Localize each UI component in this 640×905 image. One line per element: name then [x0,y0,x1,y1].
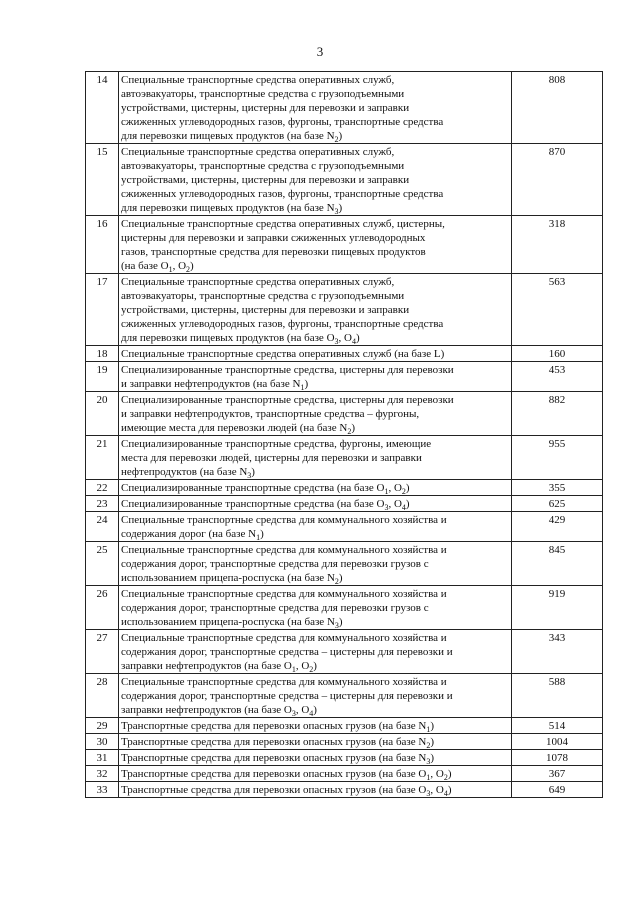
vehicle-category-table [85,71,603,798]
row-value: 1078 [512,750,603,766]
table-row [86,766,603,782]
description-line: Транспортные средства для перевозки опасных грузов (на базе $N_2$) [121,736,435,751]
row-description [119,72,512,144]
row-value: 1004 [512,734,603,750]
description-line: автоэвакуаторы, транспортные средства с грузоподъемными [121,160,405,172]
table-row [86,72,603,144]
description-line: Специальные транспортные средства для коммунального хозяйства и [121,676,447,688]
table-row [86,346,603,362]
description-line: места для перевозки людей, цистерны для перевозки и заправки [121,452,422,464]
row-description [119,750,512,766]
row-number: 16 [86,216,119,274]
description-line: автоэвакуаторы, транспортные средства с грузоподъемными [121,290,405,302]
row-value: 514 [512,718,603,734]
description-line: содержания дорог (на базе $N_1$) [121,528,264,543]
description-line: устройствами, цистерны, цистерны для перевозки и заправки [121,174,410,186]
row-description [119,674,512,718]
description-line: сжиженных углеводородных газов, фургоны, транспортные средства [121,116,444,128]
description-line: устройствами, цистерны, цистерны для перевозки и заправки [121,304,410,316]
row-number: 19 [86,362,119,392]
row-number: 27 [86,630,119,674]
row-number: 33 [86,782,119,798]
table-row [86,216,603,274]
description-line: Специальные транспортные средства для коммунального хозяйства и [121,632,447,644]
row-value: 955 [512,436,603,480]
description-line: Специализированные транспортные средства (на базе $O_1$, $O_2$) [121,482,410,497]
row-number: 17 [86,274,119,346]
table-row [86,782,603,798]
row-number: 31 [86,750,119,766]
row-value: 919 [512,586,603,630]
row-value: 563 [512,274,603,346]
table-row [86,734,603,750]
row-value: 845 [512,542,603,586]
description-line: устройствами, цистерны, цистерны для перевозки и заправки [121,102,410,114]
row-number: 18 [86,346,119,362]
row-description [119,392,512,436]
description-line: и заправки нефтепродуктов (на базе $N_1$) [121,378,309,393]
row-value: 870 [512,144,603,216]
row-number: 14 [86,72,119,144]
description-line: Специализированные транспортные средства, цистерны для перевозки [121,364,454,376]
table-row [86,750,603,766]
description-line: Специальные транспортные средства для коммунального хозяйства и [121,544,447,556]
row-description [119,362,512,392]
row-description [119,480,512,496]
description-line: использованием прицепа-роспуска (на базе $N_2$) [121,572,343,587]
row-number: 23 [86,496,119,512]
row-description [119,586,512,630]
row-value: 343 [512,630,603,674]
row-description [119,144,512,216]
row-number: 30 [86,734,119,750]
description-line: нефтепродуктов (на базе $N_3$) [121,466,255,481]
description-line: Транспортные средства для перевозки опасных грузов (на базе $O_1$, $O_2$) [121,768,452,783]
table-row [86,718,603,734]
row-number: 21 [86,436,119,480]
table-row [86,362,603,392]
table-row [86,392,603,436]
row-number: 22 [86,480,119,496]
description-line: Специальные транспортные средства оперативных служб (на базе L) [121,348,445,360]
description-line: и заправки нефтепродуктов, транспортные средства – фургоны, [121,408,420,420]
table-row [86,542,603,586]
row-number: 24 [86,512,119,542]
description-line: цистерны для перевозки и заправки сжиженных углеводородных [121,232,426,244]
description-line: газов, транспортные средства для перевозки пищевых продуктов [121,246,426,258]
row-description [119,512,512,542]
description-line: сжиженных углеводородных газов, фургоны, транспортные средства [121,318,444,330]
table-row [86,512,603,542]
description-line: Транспортные средства для перевозки опасных грузов (на базе $N_1$) [121,720,435,735]
description-line: Специализированные транспортные средства, цистерны для перевозки [121,394,454,406]
description-line: содержания дорог, транспортные средства для перевозки грузов с [121,602,429,614]
row-value: 649 [512,782,603,798]
row-description [119,542,512,586]
description-line: заправки нефтепродуктов (на базе $O_1$, $O_2$) [121,660,317,675]
row-description [119,496,512,512]
row-number: 26 [86,586,119,630]
description-line: для перевозки пищевых продуктов (на базе $N_2$) [121,130,343,145]
description-line: автоэвакуаторы, транспортные средства с грузоподъемными [121,88,405,100]
description-line: Специализированные транспортные средства, фургоны, имеющие [121,438,432,450]
row-description [119,630,512,674]
row-description [119,766,512,782]
row-value: 882 [512,392,603,436]
row-value: 355 [512,480,603,496]
row-description [119,274,512,346]
description-line: Специальные транспортные средства оперативных служб, [121,146,395,158]
description-line: Транспортные средства для перевозки опасных грузов (на базе $N_3$) [121,752,435,767]
row-description [119,734,512,750]
row-value: 588 [512,674,603,718]
table-body [86,72,603,798]
row-value: 367 [512,766,603,782]
description-line: (на базе $O_1$, $O_2$) [121,260,194,275]
description-line: содержания дорог, транспортные средства для перевозки грузов с [121,558,429,570]
row-value: 808 [512,72,603,144]
row-description [119,782,512,798]
row-value: 453 [512,362,603,392]
description-line: Специальные транспортные средства оперативных служб, цистерны, [121,218,445,230]
table-row [86,274,603,346]
row-description [119,436,512,480]
description-line: содержания дорог, транспортные средства – цистерны для перевозки и [121,646,453,658]
row-value: 160 [512,346,603,362]
description-line: сжиженных углеводородных газов, фургоны, транспортные средства [121,188,444,200]
table-row [86,144,603,216]
table-row [86,630,603,674]
description-line: Транспортные средства для перевозки опасных грузов (на базе $O_3$, $O_4$) [121,784,452,799]
description-line: Специальные транспортные средства для коммунального хозяйства и [121,588,447,600]
description-line: заправки нефтепродуктов (на базе $O_3$, $O_4$) [121,704,317,719]
row-value: 318 [512,216,603,274]
description-line: для перевозки пищевых продуктов (на базе $N_3$) [121,202,343,217]
table-row [86,586,603,630]
row-number: 25 [86,542,119,586]
row-value: 625 [512,496,603,512]
row-description [119,216,512,274]
row-number: 28 [86,674,119,718]
description-line: содержания дорог, транспортные средства – цистерны для перевозки и [121,690,453,702]
description-line: Специальные транспортные средства оперативных служб, [121,276,395,288]
row-description [119,346,512,362]
description-line: имеющие места для перевозки людей (на базе $N_2$) [121,422,356,437]
description-line: Специализированные транспортные средства (на базе $O_3$, $O_4$) [121,498,410,513]
row-description [119,718,512,734]
row-number: 32 [86,766,119,782]
row-number: 20 [86,392,119,436]
table-row [86,674,603,718]
table-row [86,480,603,496]
row-number: 29 [86,718,119,734]
row-number: 15 [86,144,119,216]
page-number: 3 [316,44,324,59]
description-line: Специальные транспортные средства для коммунального хозяйства и [121,514,447,526]
table-row [86,436,603,480]
row-value: 429 [512,512,603,542]
description-line: использованием прицепа-роспуска (на базе $N_3$) [121,616,343,631]
description-line: Специальные транспортные средства оперативных служб, [121,74,395,86]
description-line: для перевозки пищевых продуктов (на базе $O_3$, $O_4$) [121,332,360,347]
table-row [86,496,603,512]
